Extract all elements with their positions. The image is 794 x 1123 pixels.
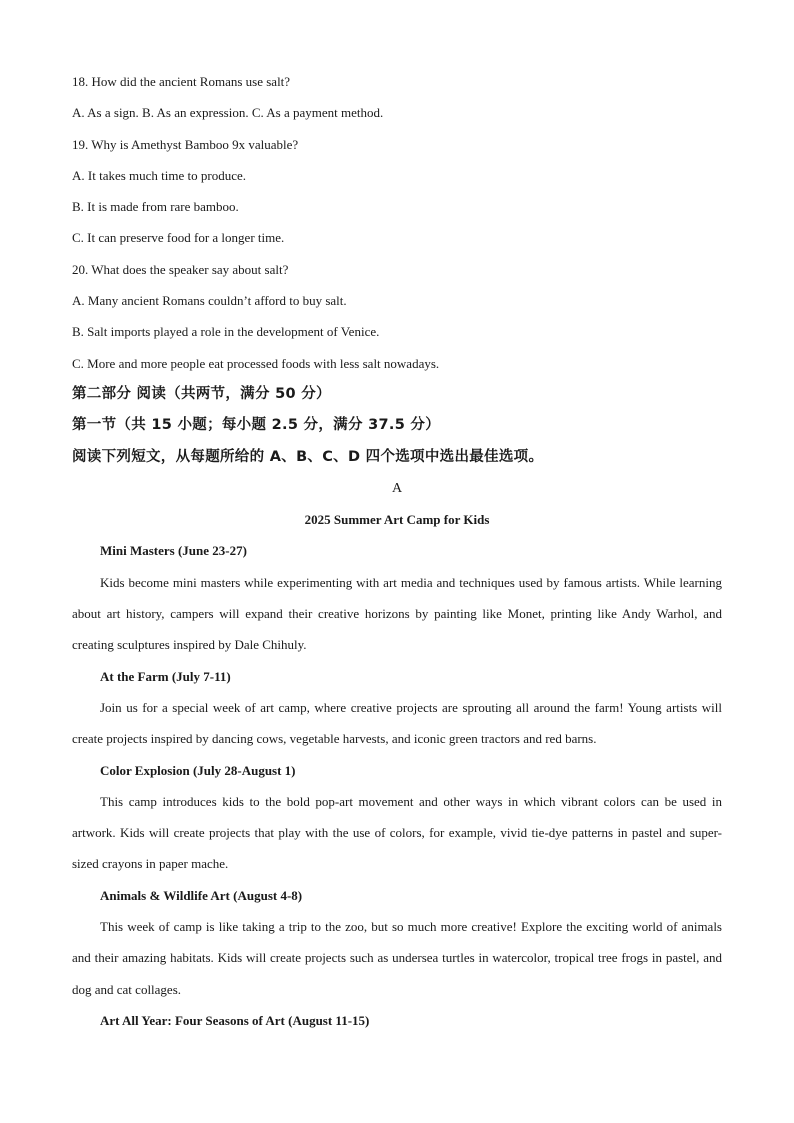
question-19-stem: 19. Why is Amethyst Bamboo 9x valuable?: [72, 136, 299, 152]
section-one-heading: 第一节（共 15 小题；每小题 2.5 分，满分 37.5 分）: [72, 417, 441, 434]
passage-label: A: [391, 480, 403, 496]
question-20-option-c: C. More and more people eat processed foods with less salt nowadays.: [72, 355, 440, 371]
question-19-option-a: A. It takes much time to produce.: [72, 167, 247, 183]
section-heading-mini-masters: Mini Masters (June 23-27): [100, 543, 247, 559]
question-20-stem: 20. What does the speaker say about salt?: [72, 261, 289, 277]
question-18-stem: 18. How did the ancient Romans use salt?: [72, 74, 291, 89]
question-20-option-a: A. Many ancient Romans couldn’t afford to buy salt.: [72, 293, 347, 309]
section-heading-animals-wildlife: Animals & Wildlife Art (August 4-8): [100, 887, 303, 903]
part-two-heading: 第二部分 阅读（共两节，满分 50 分）: [72, 385, 331, 402]
question-19-option-b: B. It is made from rare bamboo.: [72, 199, 239, 215]
section-body-mini-masters: Kids become mini masters while experimenting with art media and techniques used by famous artists. While learning about art history, campers will expand their creative horizons by painting like Monet, printing like Andy Warhol, and creating sculptures inspired by Dale Chihuly.: [72, 574, 722, 653]
question-19-option-c: C. It can preserve food for a longer time.: [72, 230, 285, 246]
section-body-animals-wildlife: This week of camp is like taking a trip to the zoo, but so much more creative! Explore the exciting world of animals and their amazing habitats. Kids will create projects such as undersea turtles in watercolor, tropical tree frogs in pastel, and dog and cat collages.: [72, 919, 722, 997]
section-body-at-the-farm: Join us for a special week of art camp, where creative projects are sprouting all around the farm! Young artists will create projects inspired by dancing cows, vegetable harvests, and iconic green tractors and red barns.: [72, 699, 722, 747]
question-20-option-b: B. Salt imports played a role in the development of Venice.: [72, 324, 380, 340]
reading-instruction: 阅读下列短文，从每题所给的 A、B、C、D 四个选项中选出最佳选项。: [72, 448, 544, 465]
section-heading-at-the-farm: At the Farm (July 7-11): [100, 668, 231, 684]
section-heading-art-all-year: Art All Year: Four Seasons of Art (August 11-15): [100, 1012, 370, 1028]
passage-title: 2025 Summer Art Camp for Kids: [304, 512, 490, 528]
document-page: [72, 66, 722, 1036]
question-18-options: A. As a sign. B. As an expression. C. As a payment method.: [72, 105, 384, 121]
section-heading-color-explosion: Color Explosion (July 28-August 1): [100, 762, 296, 778]
section-body-color-explosion: This camp introduces kids to the bold pop-art movement and other ways in which vibrant colors can be used in artwork. Kids will create projects that play with the use of colors, for example, vivid tie-dye patterns in pastel and super-sized crayons in paper mache.: [72, 793, 722, 872]
